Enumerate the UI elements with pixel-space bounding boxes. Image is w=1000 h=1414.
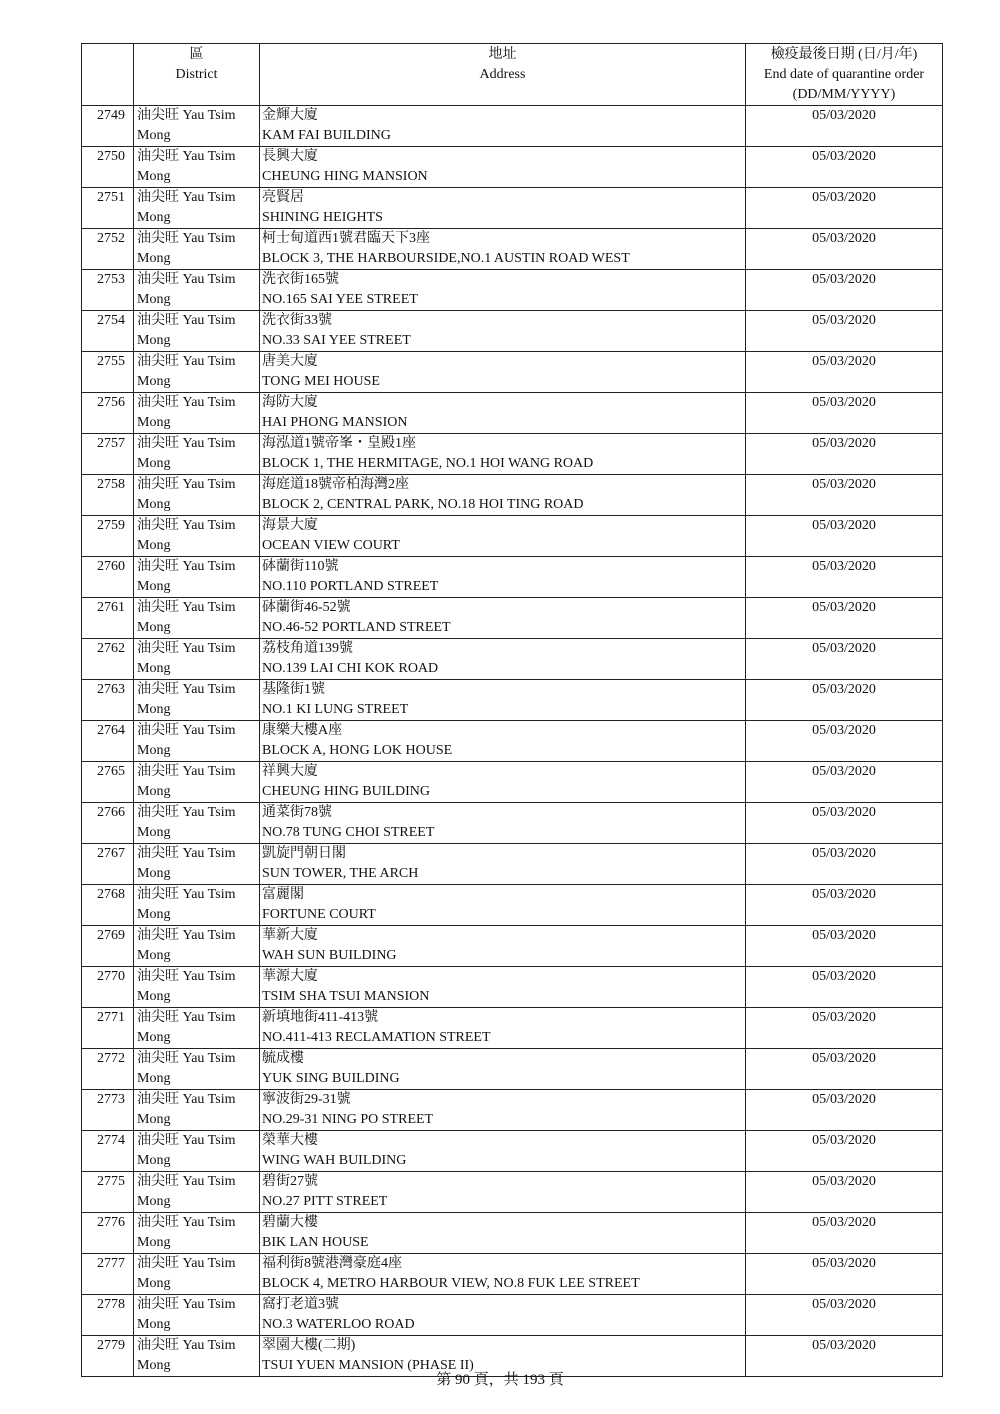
address-zh: 通菜街78號 — [262, 805, 332, 820]
address-zh: 亮賢居 — [262, 190, 304, 205]
district-zh: 油尖旺 Yau Tsim — [137, 969, 236, 984]
district-zh: 油尖旺 Yau Tsim — [137, 1297, 236, 1312]
end-date-cell: 05/03/2020 — [746, 1295, 943, 1336]
row-number: 2756 — [82, 393, 134, 434]
address-zh: 毓成樓 — [262, 1051, 304, 1066]
address-zh: 祥興大廈 — [262, 764, 318, 779]
row-number: 2761 — [82, 598, 134, 639]
district-zh: 油尖旺 Yau Tsim — [137, 395, 236, 410]
district-zh: 油尖旺 Yau Tsim — [137, 190, 236, 205]
header-district-zh: 區 — [189, 47, 204, 62]
district-zh: 油尖旺 Yau Tsim — [137, 272, 236, 287]
end-date-cell: 05/03/2020 — [746, 639, 943, 680]
district-en: Mong — [137, 1235, 171, 1250]
end-date-cell: 05/03/2020 — [746, 557, 943, 598]
address-cell — [260, 598, 746, 639]
address-cell — [260, 1172, 746, 1213]
address-cell — [260, 1090, 746, 1131]
district-en: Mong — [137, 784, 171, 799]
address-zh: 海泓道1號帝峯・皇殿1座 — [262, 436, 416, 451]
end-date-cell: 05/03/2020 — [746, 147, 943, 188]
address-en: NO.411-413 RECLAMATION STREET — [262, 1030, 491, 1045]
district-zh: 油尖旺 Yau Tsim — [137, 1133, 236, 1148]
address-en: YUK SING BUILDING — [262, 1071, 400, 1086]
district-en: Mong — [137, 497, 171, 512]
address-zh: 寧波街29-31號 — [262, 1092, 351, 1107]
district-cell — [134, 1049, 260, 1090]
table-row — [82, 1254, 943, 1295]
row-number: 2775 — [82, 1172, 134, 1213]
address-cell — [260, 188, 746, 229]
table-row — [82, 885, 943, 926]
end-date-cell: 05/03/2020 — [746, 1008, 943, 1049]
end-date-cell: 05/03/2020 — [746, 229, 943, 270]
district-zh: 油尖旺 Yau Tsim — [137, 436, 236, 451]
header-date-zh: 檢疫最後日期 (日/月/年) — [770, 47, 918, 62]
end-date-cell: 05/03/2020 — [746, 598, 943, 639]
address-en: TSUI YUEN MANSION (PHASE II) — [262, 1358, 474, 1373]
end-date-cell: 05/03/2020 — [746, 1090, 943, 1131]
row-number: 2759 — [82, 516, 134, 557]
end-date-cell: 05/03/2020 — [746, 885, 943, 926]
district-cell — [134, 885, 260, 926]
address-zh: 長興大廈 — [262, 149, 318, 164]
table-row — [82, 1008, 943, 1049]
address-cell — [260, 475, 746, 516]
address-zh: 華源大廈 — [262, 969, 318, 984]
district-en: Mong — [137, 292, 171, 307]
district-en: Mong — [137, 251, 171, 266]
row-number: 2754 — [82, 311, 134, 352]
address-en: WAH SUN BUILDING — [262, 948, 397, 963]
end-date-cell: 05/03/2020 — [746, 270, 943, 311]
header-district-en: District — [175, 67, 218, 82]
end-date-cell: 05/03/2020 — [746, 680, 943, 721]
address-en: BLOCK 4, METRO HARBOUR VIEW, NO.8 FUK LEE STREET — [262, 1276, 640, 1291]
district-en: Mong — [137, 456, 171, 471]
table-row — [82, 229, 943, 270]
district-en: Mong — [137, 579, 171, 594]
district-cell — [134, 229, 260, 270]
district-cell — [134, 147, 260, 188]
row-number: 2752 — [82, 229, 134, 270]
district-cell — [134, 1131, 260, 1172]
district-en: Mong — [137, 948, 171, 963]
page-number: 第 90 頁，共 193 頁 — [436, 1372, 564, 1388]
district-en: Mong — [137, 1276, 171, 1291]
end-date-cell: 05/03/2020 — [746, 434, 943, 475]
address-en: NO.110 PORTLAND STREET — [262, 579, 439, 594]
district-en: Mong — [137, 825, 171, 840]
header-address-zh: 地址 — [488, 47, 517, 62]
row-number: 2758 — [82, 475, 134, 516]
address-cell — [260, 557, 746, 598]
address-en: NO.3 WATERLOO ROAD — [262, 1317, 415, 1332]
district-en: Mong — [137, 1194, 171, 1209]
row-number: 2764 — [82, 721, 134, 762]
row-number: 2774 — [82, 1131, 134, 1172]
address-cell — [260, 1131, 746, 1172]
district-zh: 油尖旺 Yau Tsim — [137, 682, 236, 697]
table-row — [82, 393, 943, 434]
address-en: OCEAN VIEW COURT — [262, 538, 400, 553]
address-cell — [260, 721, 746, 762]
address-cell — [260, 885, 746, 926]
address-cell — [260, 516, 746, 557]
district-cell — [134, 1213, 260, 1254]
row-number: 2762 — [82, 639, 134, 680]
address-zh: 碧街27號 — [262, 1174, 318, 1189]
district-en: Mong — [137, 989, 171, 1004]
district-cell — [134, 434, 260, 475]
district-cell — [134, 639, 260, 680]
address-zh: 砵蘭街110號 — [262, 559, 339, 574]
header-date-en: End date of quarantine order — [763, 67, 925, 82]
address-zh: 砵蘭街46-52號 — [262, 600, 351, 615]
row-number: 2753 — [82, 270, 134, 311]
end-date-cell: 05/03/2020 — [746, 1254, 943, 1295]
table-row — [82, 639, 943, 680]
table-row — [82, 188, 943, 229]
address-zh: 華新大廈 — [262, 928, 318, 943]
row-number: 2771 — [82, 1008, 134, 1049]
district-cell — [134, 1090, 260, 1131]
row-number: 2749 — [82, 106, 134, 147]
district-cell — [134, 393, 260, 434]
district-cell — [134, 803, 260, 844]
district-en: Mong — [137, 538, 171, 553]
address-cell — [260, 434, 746, 475]
district-en: Mong — [137, 1112, 171, 1127]
address-cell — [260, 229, 746, 270]
table-row — [82, 680, 943, 721]
address-cell — [260, 270, 746, 311]
table-row — [82, 1090, 943, 1131]
address-en: TSIM SHA TSUI MANSION — [262, 989, 430, 1004]
district-cell — [134, 1172, 260, 1213]
address-zh: 翠園大樓(二期) — [262, 1338, 356, 1353]
district-cell — [134, 311, 260, 352]
district-zh: 油尖旺 Yau Tsim — [137, 764, 236, 779]
address-cell — [260, 1049, 746, 1090]
end-date-cell: 05/03/2020 — [746, 1131, 943, 1172]
district-cell — [134, 762, 260, 803]
district-zh: 油尖旺 Yau Tsim — [137, 108, 236, 123]
table-row — [82, 516, 943, 557]
address-zh: 金輝大廈 — [262, 108, 318, 123]
address-cell — [260, 1254, 746, 1295]
table-row — [82, 926, 943, 967]
district-cell — [134, 475, 260, 516]
district-cell — [134, 721, 260, 762]
row-number: 2779 — [82, 1336, 134, 1377]
header-date-format: (DD/MM/YYYY) — [792, 87, 896, 102]
district-zh: 油尖旺 Yau Tsim — [137, 477, 236, 492]
district-zh: 油尖旺 Yau Tsim — [137, 354, 236, 369]
end-date-cell: 05/03/2020 — [746, 926, 943, 967]
header-address-en: Address — [479, 67, 526, 82]
table-row — [82, 475, 943, 516]
table-row — [82, 434, 943, 475]
header-number — [82, 44, 134, 106]
address-en: NO.33 SAI YEE STREET — [262, 333, 411, 348]
table-row — [82, 967, 943, 1008]
district-cell — [134, 352, 260, 393]
end-date-cell: 05/03/2020 — [746, 516, 943, 557]
district-cell — [134, 270, 260, 311]
district-cell — [134, 188, 260, 229]
address-en: CHEUNG HING MANSION — [262, 169, 428, 184]
address-en: BLOCK 2, CENTRAL PARK, NO.18 HOI TING ROAD — [262, 497, 584, 512]
district-zh: 油尖旺 Yau Tsim — [137, 1338, 236, 1353]
row-number: 2755 — [82, 352, 134, 393]
end-date-cell: 05/03/2020 — [746, 1172, 943, 1213]
district-en: Mong — [137, 374, 171, 389]
district-en: Mong — [137, 866, 171, 881]
address-zh: 碧蘭大樓 — [262, 1215, 318, 1230]
address-en: FORTUNE COURT — [262, 907, 376, 922]
address-cell — [260, 967, 746, 1008]
district-zh: 油尖旺 Yau Tsim — [137, 641, 236, 656]
address-en: NO.165 SAI YEE STREET — [262, 292, 418, 307]
table-row — [82, 762, 943, 803]
district-en: Mong — [137, 1358, 171, 1373]
district-en: Mong — [137, 661, 171, 676]
table-row — [82, 598, 943, 639]
district-cell — [134, 1008, 260, 1049]
end-date-cell: 05/03/2020 — [746, 1213, 943, 1254]
address-zh: 唐美大廈 — [262, 354, 318, 369]
row-number: 2751 — [82, 188, 134, 229]
address-en: BLOCK 3, THE HARBOURSIDE,NO.1 AUSTIN ROAD WEST — [262, 251, 630, 266]
district-zh: 油尖旺 Yau Tsim — [137, 1092, 236, 1107]
header-row — [82, 44, 943, 106]
row-number: 2778 — [82, 1295, 134, 1336]
row-number: 2763 — [82, 680, 134, 721]
row-number: 2767 — [82, 844, 134, 885]
address-en: SHINING HEIGHTS — [262, 210, 383, 225]
header-end-date — [746, 44, 943, 106]
district-cell — [134, 967, 260, 1008]
end-date-cell: 05/03/2020 — [746, 311, 943, 352]
district-zh: 油尖旺 Yau Tsim — [137, 559, 236, 574]
address-cell — [260, 1008, 746, 1049]
district-zh: 油尖旺 Yau Tsim — [137, 1010, 236, 1025]
end-date-cell: 05/03/2020 — [746, 106, 943, 147]
district-en: Mong — [137, 333, 171, 348]
address-en: NO.78 TUNG CHOI STREET — [262, 825, 435, 840]
district-zh: 油尖旺 Yau Tsim — [137, 1051, 236, 1066]
address-cell — [260, 639, 746, 680]
header-address — [260, 44, 746, 106]
district-zh: 油尖旺 Yau Tsim — [137, 1256, 236, 1271]
address-cell — [260, 1295, 746, 1336]
district-cell — [134, 106, 260, 147]
address-zh: 榮華大樓 — [262, 1133, 318, 1148]
table-row — [82, 106, 943, 147]
row-number: 2772 — [82, 1049, 134, 1090]
address-zh: 海景大廈 — [262, 518, 318, 533]
address-en: NO.46-52 PORTLAND STREET — [262, 620, 451, 635]
header-district — [134, 44, 260, 106]
address-en: HAI PHONG MANSION — [262, 415, 408, 430]
row-number: 2766 — [82, 803, 134, 844]
address-en: SUN TOWER, THE ARCH — [262, 866, 419, 881]
address-cell — [260, 393, 746, 434]
address-zh: 新填地街411-413號 — [262, 1010, 379, 1025]
address-cell — [260, 803, 746, 844]
address-en: NO.139 LAI CHI KOK ROAD — [262, 661, 439, 676]
district-zh: 油尖旺 Yau Tsim — [137, 846, 236, 861]
row-number: 2760 — [82, 557, 134, 598]
row-number: 2773 — [82, 1090, 134, 1131]
address-en: NO.27 PITT STREET — [262, 1194, 388, 1209]
table-row — [82, 270, 943, 311]
district-en: Mong — [137, 128, 171, 143]
row-number: 2768 — [82, 885, 134, 926]
address-cell — [260, 844, 746, 885]
address-zh: 洗衣街165號 — [262, 272, 339, 287]
address-zh: 荔枝角道139號 — [262, 641, 353, 656]
address-zh: 海庭道18號帝柏海灣2座 — [262, 477, 409, 492]
table-row — [82, 721, 943, 762]
table-row — [82, 1049, 943, 1090]
district-zh: 油尖旺 Yau Tsim — [137, 600, 236, 615]
district-cell — [134, 1254, 260, 1295]
address-cell — [260, 1213, 746, 1254]
address-cell — [260, 106, 746, 147]
end-date-cell: 05/03/2020 — [746, 844, 943, 885]
address-cell — [260, 311, 746, 352]
district-en: Mong — [137, 1071, 171, 1086]
address-cell — [260, 762, 746, 803]
row-number: 2776 — [82, 1213, 134, 1254]
address-en: TONG MEI HOUSE — [262, 374, 380, 389]
district-en: Mong — [137, 702, 171, 717]
end-date-cell: 05/03/2020 — [746, 762, 943, 803]
end-date-cell: 05/03/2020 — [746, 188, 943, 229]
address-cell — [260, 926, 746, 967]
district-en: Mong — [137, 620, 171, 635]
row-number: 2777 — [82, 1254, 134, 1295]
district-en: Mong — [137, 210, 171, 225]
district-zh: 油尖旺 Yau Tsim — [137, 1215, 236, 1230]
address-zh: 洗衣街33號 — [262, 313, 332, 328]
end-date-cell: 05/03/2020 — [746, 721, 943, 762]
row-number: 2765 — [82, 762, 134, 803]
address-en: BLOCK A, HONG LOK HOUSE — [262, 743, 453, 758]
address-zh: 海防大廈 — [262, 395, 318, 410]
district-zh: 油尖旺 Yau Tsim — [137, 231, 236, 246]
district-cell — [134, 1295, 260, 1336]
quarantine-address-table — [81, 43, 943, 1377]
table-row — [82, 1295, 943, 1336]
row-number: 2750 — [82, 147, 134, 188]
address-zh: 凱旋門朝日閣 — [262, 846, 346, 861]
end-date-cell: 05/03/2020 — [746, 352, 943, 393]
address-zh: 富麗閣 — [262, 887, 304, 902]
district-zh: 油尖旺 Yau Tsim — [137, 887, 236, 902]
table-row — [82, 147, 943, 188]
table-row — [82, 311, 943, 352]
end-date-cell: 05/03/2020 — [746, 967, 943, 1008]
district-zh: 油尖旺 Yau Tsim — [137, 313, 236, 328]
district-zh: 油尖旺 Yau Tsim — [137, 1174, 236, 1189]
address-en: BLOCK 1, THE HERMITAGE, NO.1 HOI WANG ROAD — [262, 456, 594, 471]
address-cell — [260, 147, 746, 188]
district-zh: 油尖旺 Yau Tsim — [137, 149, 236, 164]
table-row — [82, 1131, 943, 1172]
district-zh: 油尖旺 Yau Tsim — [137, 928, 236, 943]
address-zh: 柯士甸道西1號君臨天下3座 — [262, 231, 430, 246]
address-en: BIK LAN HOUSE — [262, 1235, 369, 1250]
address-en: KAM FAI BUILDING — [262, 128, 391, 143]
table-row — [82, 1213, 943, 1254]
address-cell — [260, 680, 746, 721]
district-en: Mong — [137, 1153, 171, 1168]
row-number: 2757 — [82, 434, 134, 475]
address-en: NO.1 KI LUNG STREET — [262, 702, 409, 717]
district-cell — [134, 844, 260, 885]
district-en: Mong — [137, 169, 171, 184]
address-en: CHEUNG HING BUILDING — [262, 784, 430, 799]
district-en: Mong — [137, 415, 171, 430]
address-cell — [260, 352, 746, 393]
district-en: Mong — [137, 1317, 171, 1332]
district-en: Mong — [137, 907, 171, 922]
end-date-cell: 05/03/2020 — [746, 475, 943, 516]
address-zh: 窩打老道3號 — [262, 1297, 339, 1312]
district-zh: 油尖旺 Yau Tsim — [137, 805, 236, 820]
district-cell — [134, 926, 260, 967]
district-en: Mong — [137, 743, 171, 758]
district-cell — [134, 557, 260, 598]
table-row — [82, 352, 943, 393]
end-date-cell: 05/03/2020 — [746, 1049, 943, 1090]
district-zh: 油尖旺 Yau Tsim — [137, 723, 236, 738]
table-body — [82, 106, 943, 1377]
table-row — [82, 844, 943, 885]
district-cell — [134, 598, 260, 639]
table-row — [82, 1172, 943, 1213]
end-date-cell: 05/03/2020 — [746, 393, 943, 434]
address-zh: 福利街8號港灣豪庭4座 — [262, 1256, 402, 1271]
district-cell — [134, 516, 260, 557]
table-row — [82, 803, 943, 844]
table-row — [82, 557, 943, 598]
table-header — [82, 44, 943, 106]
end-date-cell: 05/03/2020 — [746, 803, 943, 844]
end-date-cell: 05/03/2020 — [746, 1336, 943, 1377]
address-zh: 基隆街1號 — [262, 682, 325, 697]
address-en: NO.29-31 NING PO STREET — [262, 1112, 434, 1127]
district-cell — [134, 680, 260, 721]
district-en: Mong — [137, 1030, 171, 1045]
row-number: 2770 — [82, 967, 134, 1008]
district-zh: 油尖旺 Yau Tsim — [137, 518, 236, 533]
row-number: 2769 — [82, 926, 134, 967]
address-zh: 康樂大樓A座 — [262, 723, 343, 738]
address-en: WING WAH BUILDING — [262, 1153, 407, 1168]
